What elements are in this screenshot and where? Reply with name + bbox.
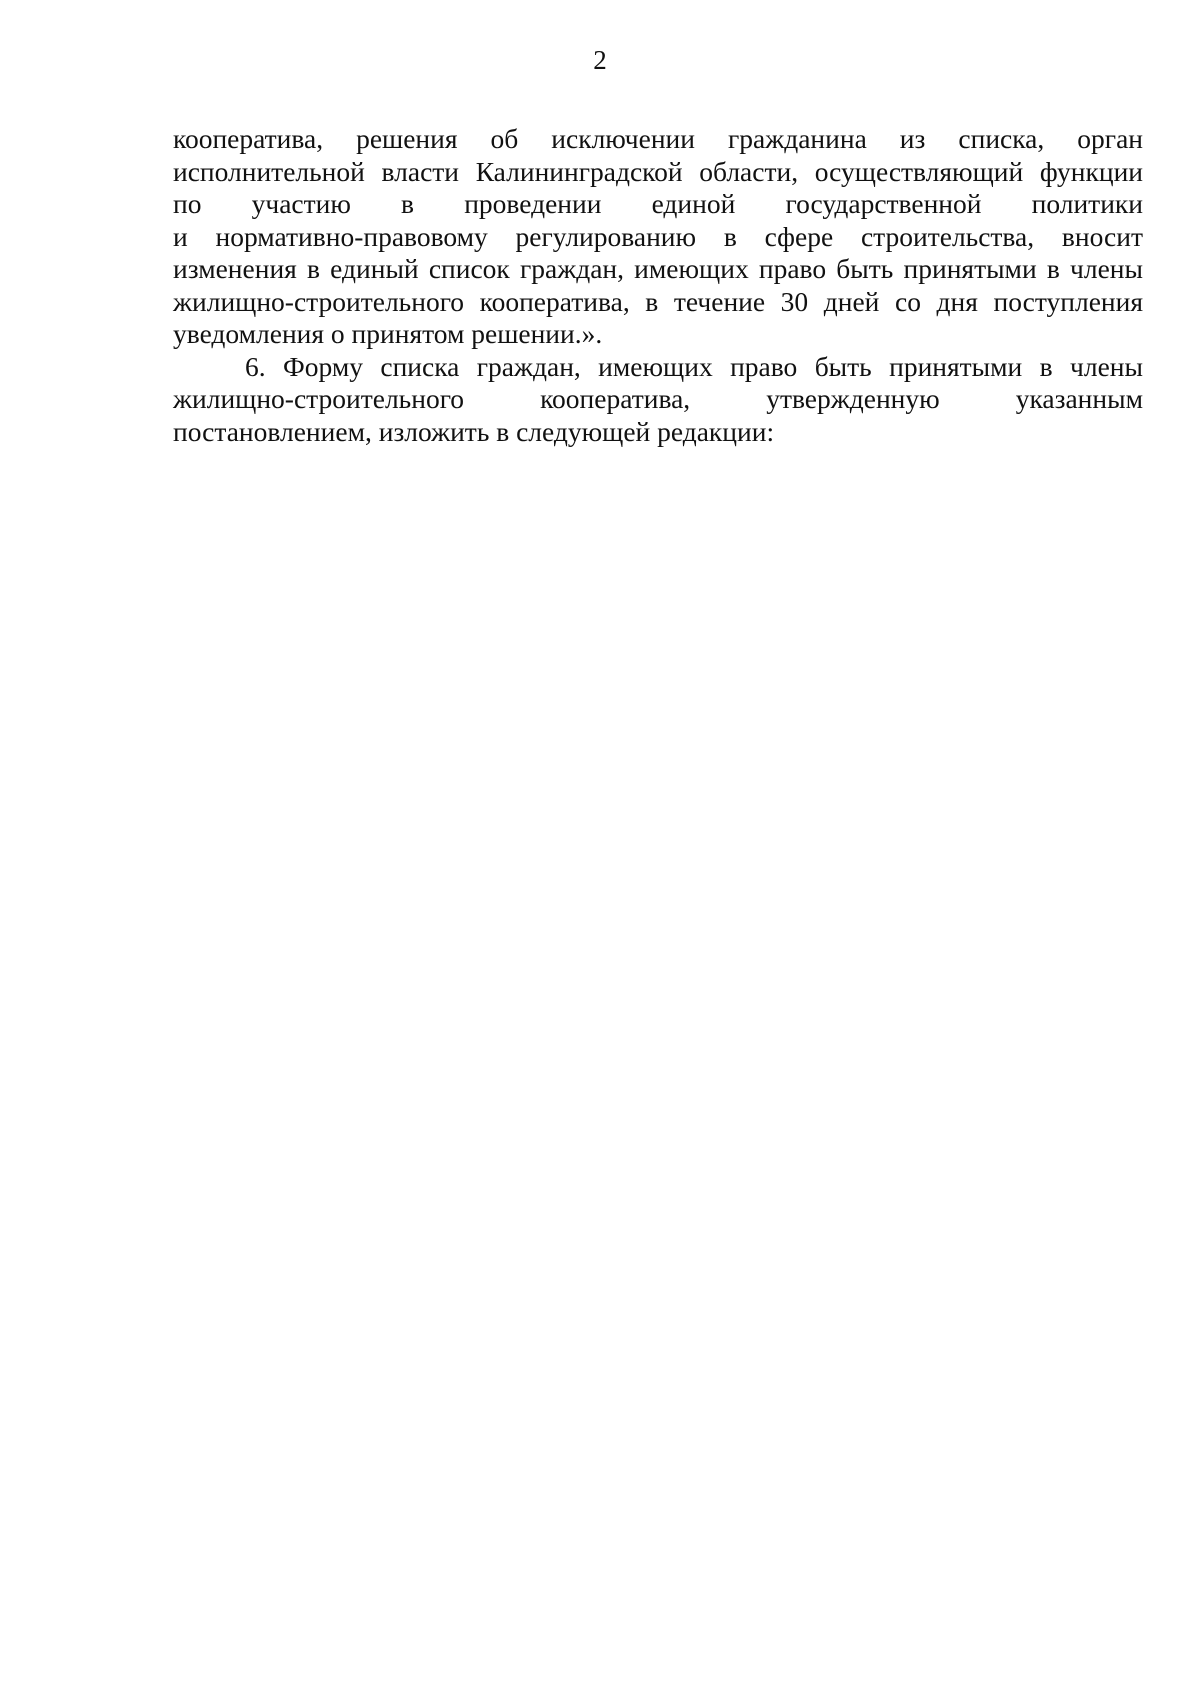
text-line: по участию в проведении единой государственной политики [173,188,1143,219]
text-line: изменения в единый список граждан, имеющих право быть принятыми в члены [173,253,1143,284]
document-body [173,123,1143,448]
page-number: 2 [593,45,607,75]
text-line: постановлением, изложить в следующей редакции: [173,415,775,447]
text-line: и нормативно-правовому регулированию в сфере строительства, вносит [173,220,1143,252]
text-line: 6. Форму списка граждан, имеющих право быть принятыми в члены [245,350,1143,382]
text-line: жилищно-строительного кооператива, в течение 30 дней со дня поступления [173,285,1143,317]
text-line: уведомления о принятом решении.». [173,318,603,349]
text-line: исполнительной власти Калининградской области, осуществляющий функции [173,155,1143,187]
paragraph-1 [173,123,1143,351]
text-line: жилищно-строительного кооператива, утвержденную указанным [173,383,1143,414]
text-line: кооператива, решения об исключении гражданина из списка, орган [173,123,1143,154]
paragraph-2 [173,351,1143,449]
